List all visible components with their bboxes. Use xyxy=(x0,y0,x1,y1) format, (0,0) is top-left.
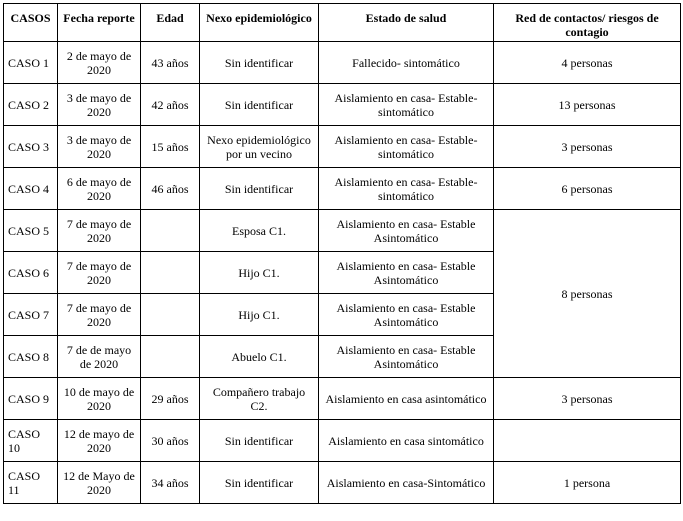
cell-caso: CASO 3 xyxy=(4,126,58,168)
cell-caso: CASO 11 xyxy=(4,462,58,504)
cell-red: 3 personas xyxy=(494,126,681,168)
header-fecha: Fecha reporte xyxy=(58,4,141,42)
cell-edad: 42 años xyxy=(141,84,200,126)
cell-red xyxy=(494,420,681,462)
cell-red: 13 personas xyxy=(494,84,681,126)
cell-red: 4 personas xyxy=(494,42,681,84)
cell-estado: Aislamiento en casa- Estable- sintomático xyxy=(319,126,494,168)
cell-nexo: Sin identificar xyxy=(200,420,319,462)
cell-edad xyxy=(141,336,200,378)
table-row xyxy=(4,462,681,504)
table-row xyxy=(4,420,681,462)
table-row xyxy=(4,126,681,168)
cell-estado: Aislamiento en casa- Estable Asintomático xyxy=(319,294,494,336)
table-row xyxy=(4,42,681,84)
cell-fecha: 7 de mayo de 2020 xyxy=(58,294,141,336)
cell-fecha: 7 de mayo de 2020 xyxy=(58,210,141,252)
cell-edad xyxy=(141,210,200,252)
cell-estado: Aislamiento en casa-Sintomático xyxy=(319,462,494,504)
cell-estado: Aislamiento en casa- Estable Asintomático xyxy=(319,252,494,294)
cell-fecha: 7 de mayo de 2020 xyxy=(58,252,141,294)
header-casos: CASOS xyxy=(4,4,58,42)
cell-caso: CASO 5 xyxy=(4,210,58,252)
table-row xyxy=(4,168,681,210)
header-nexo: Nexo epidemiológico xyxy=(200,4,319,42)
cell-nexo: Hijo C1. xyxy=(200,294,319,336)
cell-estado: Aislamiento en casa asintomático xyxy=(319,378,494,420)
cell-fecha: 12 de Mayo de 2020 xyxy=(58,462,141,504)
cell-nexo: Nexo epidemiológico por un vecino xyxy=(200,126,319,168)
cell-caso: CASO 2 xyxy=(4,84,58,126)
cell-caso: CASO 4 xyxy=(4,168,58,210)
cell-fecha: 7 de de mayo de 2020 xyxy=(58,336,141,378)
cell-nexo: Abuelo C1. xyxy=(200,336,319,378)
cell-fecha: 6 de mayo de 2020 xyxy=(58,168,141,210)
cell-caso: CASO 6 xyxy=(4,252,58,294)
cell-estado: Aislamiento en casa- Estable- sintomático xyxy=(319,84,494,126)
cell-fecha: 3 de mayo de 2020 xyxy=(58,84,141,126)
cell-fecha: 3 de mayo de 2020 xyxy=(58,126,141,168)
cell-estado: Aislamiento en casa- Estable Asintomático xyxy=(319,210,494,252)
cell-edad: 29 años xyxy=(141,378,200,420)
cell-nexo: Sin identificar xyxy=(200,42,319,84)
cell-estado: Aislamiento en casa- Estable Asintomático xyxy=(319,336,494,378)
cell-caso: CASO 10 xyxy=(4,420,58,462)
cell-edad xyxy=(141,252,200,294)
cell-edad: 46 años xyxy=(141,168,200,210)
header-row xyxy=(4,4,681,42)
cell-caso: CASO 7 xyxy=(4,294,58,336)
cell-red: 1 persona xyxy=(494,462,681,504)
cell-fecha: 10 de mayo de 2020 xyxy=(58,378,141,420)
table-row xyxy=(4,84,681,126)
cell-nexo: Sin identificar xyxy=(200,84,319,126)
table-row xyxy=(4,378,681,420)
header-edad: Edad xyxy=(141,4,200,42)
cell-estado: Aislamiento en casa sintomático xyxy=(319,420,494,462)
cell-fecha: 12 de mayo de 2020 xyxy=(58,420,141,462)
cell-red: 6 personas xyxy=(494,168,681,210)
cell-edad: 15 años xyxy=(141,126,200,168)
cell-caso: CASO 9 xyxy=(4,378,58,420)
cell-edad xyxy=(141,294,200,336)
cell-nexo: Hijo C1. xyxy=(200,252,319,294)
cell-red: 3 personas xyxy=(494,378,681,420)
table-row xyxy=(4,210,681,252)
header-red: Red de contactos/ riesgos de contagio xyxy=(494,4,681,42)
cell-nexo: Esposa C1. xyxy=(200,210,319,252)
cell-nexo: Compañero trabajo C2. xyxy=(200,378,319,420)
cases-table xyxy=(3,3,681,504)
cell-nexo: Sin identificar xyxy=(200,462,319,504)
cell-edad: 34 años xyxy=(141,462,200,504)
cell-caso: CASO 8 xyxy=(4,336,58,378)
cell-caso: CASO 1 xyxy=(4,42,58,84)
cell-nexo: Sin identificar xyxy=(200,168,319,210)
cell-edad: 30 años xyxy=(141,420,200,462)
cell-edad: 43 años xyxy=(141,42,200,84)
cell-estado: Fallecido- sintomático xyxy=(319,42,494,84)
cell-fecha: 2 de mayo de 2020 xyxy=(58,42,141,84)
cell-estado: Aislamiento en casa- Estable- sintomático xyxy=(319,168,494,210)
header-estado: Estado de salud xyxy=(319,4,494,42)
cell-red-merged: 8 personas xyxy=(494,210,681,378)
